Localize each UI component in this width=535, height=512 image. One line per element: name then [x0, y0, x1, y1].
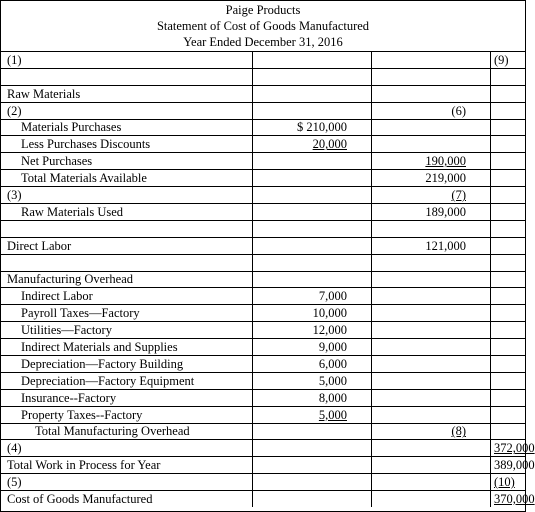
amount-value: 10,000 [312, 306, 347, 321]
row-label: Indirect Labor [1, 288, 253, 305]
amount-value: 5,000 [318, 373, 347, 388]
amount-cell [372, 52, 491, 69]
row-label: Net Purchases [1, 153, 253, 170]
amount-cell [372, 271, 491, 288]
statement-row [1, 220, 525, 237]
statement-row [1, 136, 525, 153]
amount-value: 372,000 [494, 441, 535, 456]
amount-cell [372, 322, 491, 339]
amount-cell [372, 491, 491, 507]
amount-cell [253, 423, 372, 440]
statement-row [1, 119, 525, 136]
amount-cell [372, 440, 491, 457]
amount-cell [372, 372, 491, 389]
statement-period: Year Ended December 31, 2016 [183, 35, 343, 49]
statement-row [1, 102, 525, 119]
amount-cell [372, 339, 491, 356]
amount-cell [372, 423, 491, 440]
amount-cell [372, 170, 491, 187]
amount-cell [253, 237, 372, 254]
row-label: Manufacturing Overhead [1, 271, 253, 288]
amount-cell [253, 119, 372, 136]
amount-cell [253, 322, 372, 339]
row-label: (1) [1, 52, 253, 69]
row-label: Depreciation—Factory Equipment [1, 372, 253, 389]
amount-value: $ 210,000 [297, 120, 347, 135]
statement-row [1, 187, 525, 204]
amount-value: (6) [451, 103, 466, 118]
amount-cell [253, 68, 372, 85]
row-label: (2) [1, 102, 253, 119]
amount-cell [491, 356, 526, 373]
row-label: Indirect Materials and Supplies [1, 339, 253, 356]
amount-cell [491, 187, 526, 204]
amount-cell [491, 271, 526, 288]
amount-cell [372, 68, 491, 85]
statement-rows [1, 52, 535, 508]
amount-cell [491, 288, 526, 305]
row-label: Materials Purchases [1, 119, 253, 136]
amount-cell [253, 339, 372, 356]
statement-row [1, 322, 525, 339]
row-label: Insurance--Factory [1, 389, 253, 406]
amount-cell [253, 372, 372, 389]
amount-cell [253, 187, 372, 204]
amount-cell [372, 457, 491, 474]
amount-value: (10) [494, 475, 515, 490]
row-label: Total Manufacturing Overhead [1, 423, 253, 440]
statement-row [1, 153, 525, 170]
amount-value: 12,000 [312, 323, 347, 338]
amount-cell [491, 372, 526, 389]
amount-cell [253, 153, 372, 170]
statement-row [1, 237, 525, 254]
amount-cell [372, 305, 491, 322]
statement-row [1, 389, 525, 406]
amount-value: 9,000 [318, 340, 347, 355]
amount-cell [491, 406, 526, 423]
amount-cell [253, 440, 372, 457]
amount-value: (7) [451, 188, 466, 203]
row-label: Utilities—Factory [1, 322, 253, 339]
company-name: Paige Products [225, 3, 301, 17]
row-label [1, 220, 253, 237]
amount-cell [491, 423, 526, 440]
row-label: Payroll Taxes—Factory [1, 305, 253, 322]
amount-cell [372, 85, 491, 102]
row-label: (4) [1, 440, 253, 457]
row-label: Direct Labor [1, 237, 253, 254]
amount-cell [491, 440, 535, 457]
row-label: (3) [1, 187, 253, 204]
amount-cell [372, 288, 491, 305]
amount-cell [253, 457, 372, 474]
amount-cell [491, 457, 535, 474]
amount-value: (8) [451, 424, 466, 439]
amount-value: 8,000 [318, 390, 347, 405]
statement-row [1, 372, 525, 389]
statement-row [1, 356, 525, 373]
amount-cell [372, 220, 491, 237]
amount-cell [491, 322, 526, 339]
amount-value: 5,000 [318, 407, 347, 422]
statement-row [1, 305, 525, 322]
amount-value: 7,000 [318, 289, 347, 304]
amount-cell [491, 389, 526, 406]
amount-cell [491, 254, 526, 271]
amount-cell [491, 153, 526, 170]
amount-cell [253, 220, 372, 237]
row-label: Less Purchases Discounts [1, 136, 253, 153]
amount-cell [491, 474, 526, 491]
amount-cell [491, 52, 526, 69]
statement-row [1, 457, 525, 474]
statement-row [1, 491, 525, 507]
amount-cell [253, 170, 372, 187]
amount-cell [253, 491, 372, 507]
amount-cell [253, 288, 372, 305]
amount-cell [372, 204, 491, 221]
amount-cell [491, 102, 526, 119]
amount-value: 6,000 [318, 356, 347, 371]
statement-row [1, 288, 525, 305]
amount-cell [372, 406, 491, 423]
amount-cell [491, 491, 535, 507]
row-label: Total Work in Process for Year [1, 457, 253, 474]
statement-row [1, 406, 525, 423]
statement-row [1, 423, 525, 440]
statement-row [1, 440, 525, 457]
amount-cell [253, 102, 372, 119]
amount-cell [491, 220, 526, 237]
statement-row [1, 170, 525, 187]
amount-cell [253, 406, 372, 423]
row-label: Total Materials Available [1, 170, 253, 187]
statement-row [1, 339, 525, 356]
statement-row [1, 85, 525, 102]
row-label: Raw Materials [1, 85, 253, 102]
row-label [1, 254, 253, 271]
statement-row [1, 204, 525, 221]
amount-cell [372, 474, 491, 491]
amount-cell [253, 136, 372, 153]
amount-cell [372, 187, 491, 204]
row-label: Raw Materials Used [1, 204, 253, 221]
amount-cell [253, 305, 372, 322]
amount-cell [253, 254, 372, 271]
amount-cell [253, 204, 372, 221]
amount-cell [491, 119, 526, 136]
amount-cell [253, 52, 372, 69]
amount-cell [372, 356, 491, 373]
amount-cell [491, 204, 526, 221]
amount-cell [491, 85, 526, 102]
amount-value: 389,000 [494, 458, 535, 473]
amount-cell [372, 136, 491, 153]
amount-value: 121,000 [425, 238, 466, 253]
amount-cell [372, 389, 491, 406]
row-label [1, 68, 253, 85]
amount-cell [253, 474, 372, 491]
statement-table [1, 51, 535, 507]
amount-cell [372, 119, 491, 136]
statement-row [1, 68, 525, 85]
amount-cell [491, 339, 526, 356]
amount-value: 189,000 [425, 204, 466, 219]
amount-value: 219,000 [425, 171, 466, 186]
row-label: Cost of Goods Manufactured [1, 491, 253, 507]
amount-cell [372, 254, 491, 271]
statement-title: Statement of Cost of Goods Manufactured [156, 19, 370, 33]
amount-value: 370,000 [494, 492, 535, 507]
amount-cell [491, 68, 526, 85]
amount-cell [253, 356, 372, 373]
row-label: Depreciation—Factory Building [1, 356, 253, 373]
statement-row [1, 254, 525, 271]
statement-row [1, 474, 525, 491]
amount-value: 20,000 [312, 137, 347, 152]
amount-cell [372, 237, 491, 254]
amount-cell [491, 170, 526, 187]
amount-cell [253, 271, 372, 288]
amount-cell [372, 102, 491, 119]
statement-row [1, 271, 525, 288]
amount-cell [491, 136, 526, 153]
amount-value: 190,000 [425, 154, 466, 169]
amount-cell [253, 85, 372, 102]
amount-cell [372, 153, 491, 170]
amount-cell [491, 305, 526, 322]
row-label: (5) [1, 474, 253, 491]
amount-cell [491, 237, 526, 254]
row-label: Property Taxes--Factory [1, 406, 253, 423]
amount-value: (9) [494, 52, 509, 67]
amount-cell [253, 389, 372, 406]
statement-row [1, 52, 525, 69]
